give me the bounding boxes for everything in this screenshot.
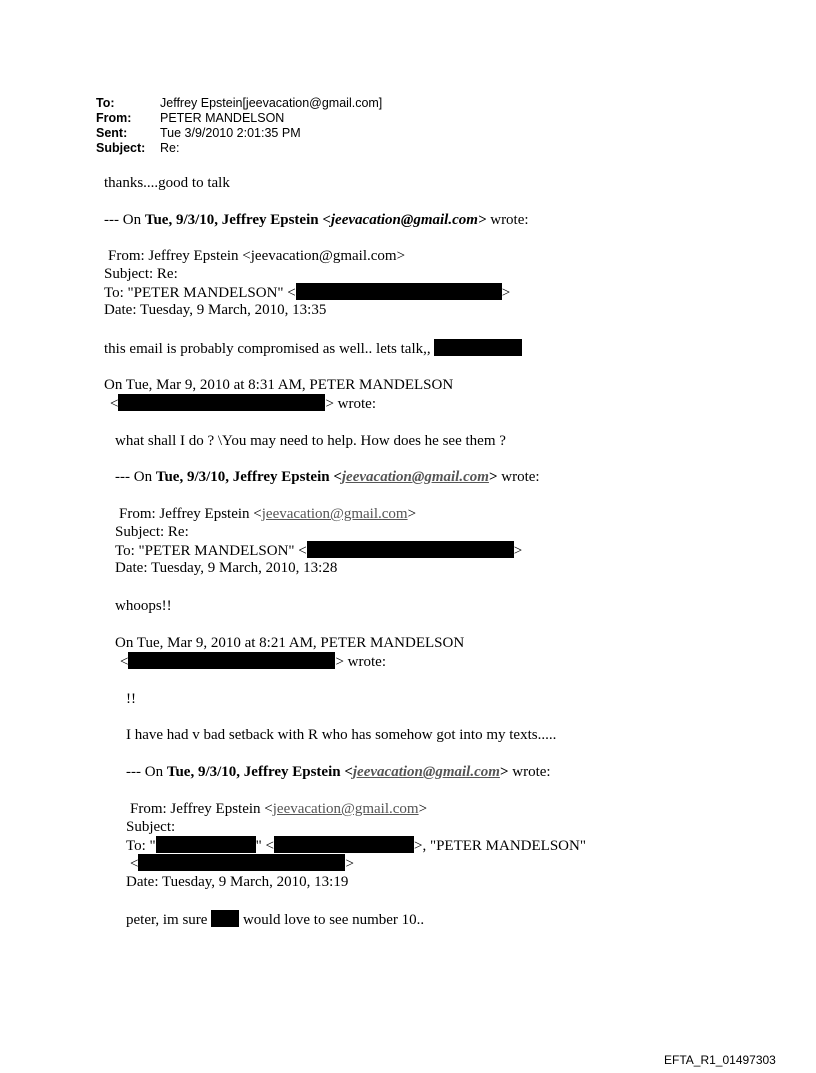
message-1-date: Date: Tuesday, 9 March, 2010, 13:35 <box>104 302 327 318</box>
quote-prefix: --- On <box>104 212 145 228</box>
from-value: PETER MANDELSON <box>160 111 285 125</box>
on-wrote-2-email <box>120 652 386 671</box>
quote-suffix: wrote: <box>486 212 529 228</box>
redaction-block <box>211 910 239 927</box>
on-wrote-1: On Tue, Mar 9, 2010 at 8:31 AM, PETER MANDELSON <box>104 377 454 393</box>
to-prefix: To: " <box>126 838 156 854</box>
sent-label: Sent: <box>96 126 128 140</box>
redaction-block <box>307 541 514 558</box>
message-1-to <box>104 283 510 302</box>
quote-header-1 <box>104 211 529 229</box>
message-1-subject: Subject: Re: <box>104 266 178 282</box>
redaction-block <box>128 652 335 669</box>
header-to-row <box>96 96 382 111</box>
from-suffix: > <box>407 506 417 522</box>
quote-prefix: --- On <box>115 469 156 485</box>
wrote-suffix: > wrote: <box>325 396 376 412</box>
subject-label: Subject: <box>96 141 146 155</box>
quote-author: Tue, 9/3/10, Jeffrey Epstein < <box>155 469 342 485</box>
message-5-to <box>126 836 586 855</box>
header-subject-row <box>96 141 382 156</box>
email-header <box>96 96 382 156</box>
message-3-text: whoops!! <box>115 598 172 614</box>
header-sent-row <box>96 126 382 141</box>
redaction-block <box>274 836 414 853</box>
redaction-block <box>156 836 256 853</box>
quote-author: Tue, 9/3/10, Jeffrey Epstein <box>144 212 323 228</box>
from-suffix: > <box>418 801 428 817</box>
message-text-prefix: peter, im sure <box>126 912 212 928</box>
quote-suffix: wrote: <box>497 469 540 485</box>
message-3-date: Date: Tuesday, 9 March, 2010, 13:28 <box>115 560 338 576</box>
message-1-from: From: Jeffrey Epstein <jeevacation@gmail.com> <box>108 248 406 264</box>
message-5-subject: Subject: <box>126 819 176 835</box>
email-link[interactable]: jeevacation@gmail.com <box>352 764 500 780</box>
message-4-text-1: !! <box>126 691 136 707</box>
to-label: To: <box>96 96 115 110</box>
redaction-block <box>434 339 522 356</box>
angle-close: > <box>345 856 354 872</box>
message-4-text-2: I have had v bad setback with R who has somehow got into my texts..... <box>126 727 557 743</box>
message-3-subject: Subject: Re: <box>115 524 189 540</box>
quote-header-3 <box>126 763 551 781</box>
on-wrote-2: On Tue, Mar 9, 2010 at 8:21 AM, PETER MANDELSON <box>115 635 465 651</box>
message-3-to <box>115 541 522 560</box>
message-1-text <box>104 339 522 358</box>
angle-open: < <box>120 654 129 670</box>
quote-prefix: --- On <box>126 764 167 780</box>
angle-open: < <box>110 396 119 412</box>
email-link[interactable]: jeevacation@gmail.com <box>272 801 419 817</box>
from-prefix: From: Jeffrey Epstein < <box>130 801 273 817</box>
message-5-text <box>126 910 424 929</box>
message-5-date: Date: Tuesday, 9 March, 2010, 13:19 <box>126 874 349 890</box>
angle-close: > <box>488 469 498 485</box>
redaction-block <box>118 394 325 411</box>
header-from-row <box>96 111 382 126</box>
quote-author: Tue, 9/3/10, Jeffrey Epstein < <box>166 764 353 780</box>
message-text-suffix: would love to see number 10.. <box>239 912 425 928</box>
wrote-suffix: > wrote: <box>335 654 386 670</box>
message-3-from <box>119 505 416 523</box>
on-wrote-1-email <box>110 394 376 413</box>
quote-suffix: wrote: <box>508 764 551 780</box>
angle-close: > <box>499 764 509 780</box>
from-prefix: From: Jeffrey Epstein < <box>119 506 262 522</box>
quote-header-2 <box>115 468 540 486</box>
to-suffix: > <box>513 543 523 559</box>
to-prefix: To: "PETER MANDELSON" < <box>104 285 296 301</box>
subject-value: Re: <box>160 141 180 155</box>
to-mid: " < <box>255 838 274 854</box>
message-2-text: what shall I do ? \You may need to help. How does he see them ? <box>115 433 506 449</box>
message-text: this email is probably compromised as well.. lets talk,, <box>104 341 431 357</box>
to-suffix: > <box>501 285 511 301</box>
redaction-block <box>138 854 345 871</box>
bates-number: EFTA_R1_01497303 <box>664 1053 776 1067</box>
sent-value: Tue 3/9/2010 2:01:35 PM <box>160 126 301 140</box>
message-5-to-cont <box>130 854 354 873</box>
angle-open: < <box>130 856 139 872</box>
quote-email: <jeevacation@gmail.com> <box>322 212 487 228</box>
email-link[interactable]: jeevacation@gmail.com <box>341 469 489 485</box>
to-suffix: >, "PETER MANDELSON" <box>414 838 586 854</box>
to-prefix: To: "PETER MANDELSON" < <box>115 543 307 559</box>
from-label: From: <box>96 111 132 125</box>
message-5-from <box>130 800 427 818</box>
reply-text: thanks....good to talk <box>104 175 230 191</box>
email-link[interactable]: jeevacation@gmail.com <box>261 506 408 522</box>
redaction-block <box>296 283 502 300</box>
to-value: Jeffrey Epstein[jeevacation@gmail.com] <box>160 96 383 110</box>
